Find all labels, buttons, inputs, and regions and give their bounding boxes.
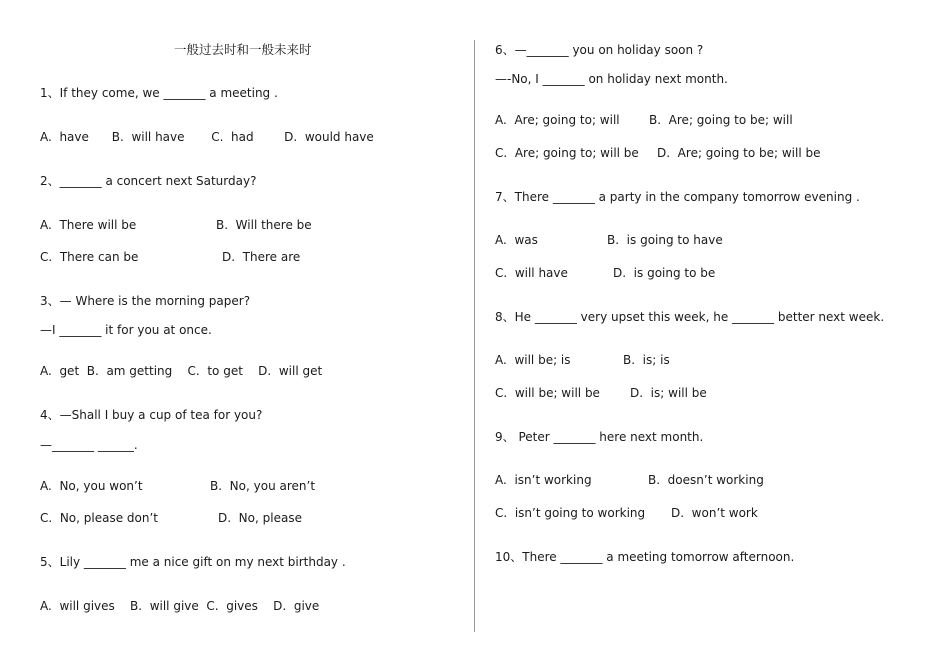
question-4-option-b: B. No, you aren’t [210, 479, 316, 493]
question-4: 4、—Shall I buy a cup of tea for you? [40, 408, 263, 422]
question-9-option-a: A. isn’t working [495, 473, 592, 487]
question-9-option-c: C. isn’t going to working [495, 506, 646, 520]
question-8-option-b: B. is; is [623, 353, 670, 367]
question-2-option-d: D. There are [222, 250, 301, 264]
question-2-option-b: B. Will there be [216, 218, 312, 232]
question-2-option-c: C. There can be [40, 250, 139, 264]
question-2-option-a: A. There will be [40, 218, 137, 232]
question-8-option-c: C. will be; will be [495, 386, 600, 400]
question-5: 5、Lily _______ me a nice gift on my next birthday . [40, 555, 346, 569]
question-6-reply: —-No, I _______ on holiday next month. [495, 72, 728, 86]
question-6-option-b: B. Are; going to be; will [649, 113, 793, 127]
question-9-option-b: B. doesn’t working [648, 473, 764, 487]
page-title: 一般过去时和一般未来时 [174, 42, 312, 57]
question-8-option-d: D. is; will be [630, 386, 707, 400]
question-8: 8、He _______ very upset this week, he _______ better next week. [495, 310, 885, 324]
question-3-options: A. get B. am getting C. to get D. will get [40, 364, 323, 378]
question-7: 7、There _______ a party in the company tomorrow evening . [495, 190, 860, 204]
question-1: 1、If they come, we _______ a meeting . [40, 86, 278, 100]
question-4-option-c: C. No, please don’t [40, 511, 158, 525]
question-1-options: A. have B. will have C. had D. would have [40, 130, 374, 144]
question-9-option-d: D. won’t work [671, 506, 758, 520]
question-3: 3、— Where is the morning paper? [40, 294, 251, 308]
question-6-option-c: C. Are; going to; will be [495, 146, 639, 160]
question-6-option-a: A. Are; going to; will [495, 113, 620, 127]
question-10: 10、There _______ a meeting tomorrow afternoon. [495, 550, 795, 564]
question-2: 2、_______ a concert next Saturday? [40, 174, 257, 188]
question-7-option-c: C. will have [495, 266, 568, 280]
question-7-option-a: A. was [495, 233, 538, 247]
question-7-option-b: B. is going to have [607, 233, 723, 247]
question-9: 9、 Peter _______ here next month. [495, 430, 704, 444]
question-4-option-d: D. No, please [218, 511, 302, 525]
question-4-reply: —_______ ______. [40, 438, 138, 452]
question-7-option-d: D. is going to be [613, 266, 716, 280]
question-6: 6、—_______ you on holiday soon ? [495, 43, 704, 57]
question-5-options: A. will gives B. will give C. gives D. give [40, 599, 320, 613]
question-3-reply: —I _______ it for you at once. [40, 323, 212, 337]
question-8-option-a: A. will be; is [495, 353, 571, 367]
question-6-option-d: D. Are; going to be; will be [657, 146, 821, 160]
question-4-option-a: A. No, you won’t [40, 479, 143, 493]
column-divider [474, 40, 475, 632]
